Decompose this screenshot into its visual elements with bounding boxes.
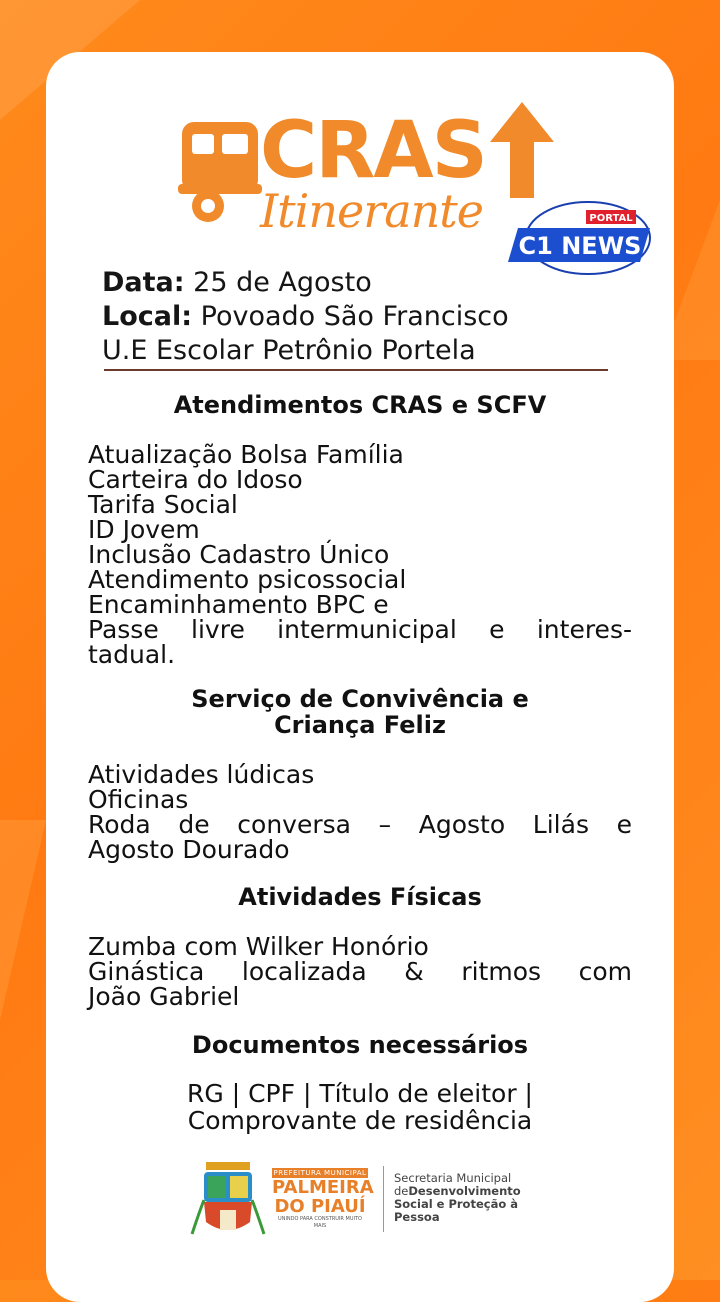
list-item: Tarifa Social xyxy=(88,490,238,519)
prefeitura-name: DO PIAUÍ xyxy=(274,1196,366,1217)
divider xyxy=(104,369,608,371)
secretaria-line: Secretaria Municipal xyxy=(394,1171,512,1185)
list-item: ID Jovem xyxy=(88,515,200,544)
documents-line: Comprovante de residência xyxy=(187,1106,533,1135)
prefeitura-slogan: UNINDO PARA CONSTRUIR MUITO MAIS xyxy=(278,1216,362,1229)
date-value: 25 de Agosto xyxy=(193,267,372,298)
logo-cras-text: CRAS xyxy=(260,106,486,196)
list-item: Roda de conversa – Agosto Lilás e xyxy=(88,810,632,839)
event-info xyxy=(102,266,509,368)
list-item: Ginástica localizada & ritmos com xyxy=(88,957,632,986)
date-label: Data: xyxy=(102,267,185,298)
flyer-card xyxy=(46,52,674,1302)
list-item: Encaminhamento BPC e xyxy=(88,590,389,619)
prefeitura-name: PALMEIRA xyxy=(272,1177,374,1198)
c1-news-label: C1 NEWS xyxy=(518,232,642,260)
c1-news-watermark xyxy=(508,200,658,280)
prefeitura-top-label: PREFEITURA MUNICIPAL xyxy=(273,1169,367,1177)
list-item: Atualização Bolsa Família xyxy=(88,440,404,469)
place-label: Local: xyxy=(102,301,193,332)
list-item: Oficinas xyxy=(88,785,189,814)
secretaria-line: Social e Proteção à xyxy=(394,1197,518,1211)
section-title-line: Serviço de Convivência e xyxy=(191,685,529,713)
secretaria-line: Pessoa xyxy=(394,1210,440,1224)
list-item: João Gabriel xyxy=(88,982,240,1011)
documents-list xyxy=(46,1080,674,1134)
list-item: tadual. xyxy=(88,640,176,669)
prefeitura-logo xyxy=(272,1168,374,1230)
section-title-cras: Atendimentos CRAS e SCFV xyxy=(173,391,547,419)
section-title-convivencia xyxy=(46,686,674,738)
logo-itinerante-text: Itinerante xyxy=(260,184,483,238)
footer-divider xyxy=(383,1166,384,1232)
arrow-up-icon xyxy=(490,102,554,198)
cras-services-list xyxy=(88,442,632,667)
truck-icon xyxy=(178,118,262,228)
list-item: Agosto Dourado xyxy=(88,835,290,864)
footer-logos xyxy=(190,1160,550,1240)
list-item: Inclusão Cadastro Único xyxy=(88,540,390,569)
section-title-line: Criança Feliz xyxy=(274,711,446,739)
list-item: Atividades lúdicas xyxy=(88,760,315,789)
background-shape xyxy=(0,820,46,1020)
list-item: Carteira do Idoso xyxy=(88,465,303,494)
list-item: Zumba com Wilker Honório xyxy=(88,932,429,961)
section-title-fisicas: Atividades Físicas xyxy=(238,883,482,911)
c1-portal-label: PORTAL xyxy=(589,213,633,224)
fisicas-list xyxy=(88,934,632,1009)
secretaria-line: de xyxy=(394,1184,409,1198)
convivencia-list xyxy=(88,762,632,862)
secretaria-label xyxy=(394,1172,521,1224)
documents-line: RG | CPF | Título de eleitor | xyxy=(187,1079,533,1108)
municipal-crest-icon xyxy=(190,1160,266,1240)
place-line2: U.E Escolar Petrônio Portela xyxy=(102,335,476,366)
list-item: Atendimento psicossocial xyxy=(88,565,407,594)
list-item: Passe livre intermunicipal e interes- xyxy=(88,615,632,644)
place-value: Povoado São Francisco xyxy=(200,301,509,332)
secretaria-line: Desenvolvimento xyxy=(408,1184,521,1198)
section-title-documentos: Documentos necessários xyxy=(191,1031,529,1059)
